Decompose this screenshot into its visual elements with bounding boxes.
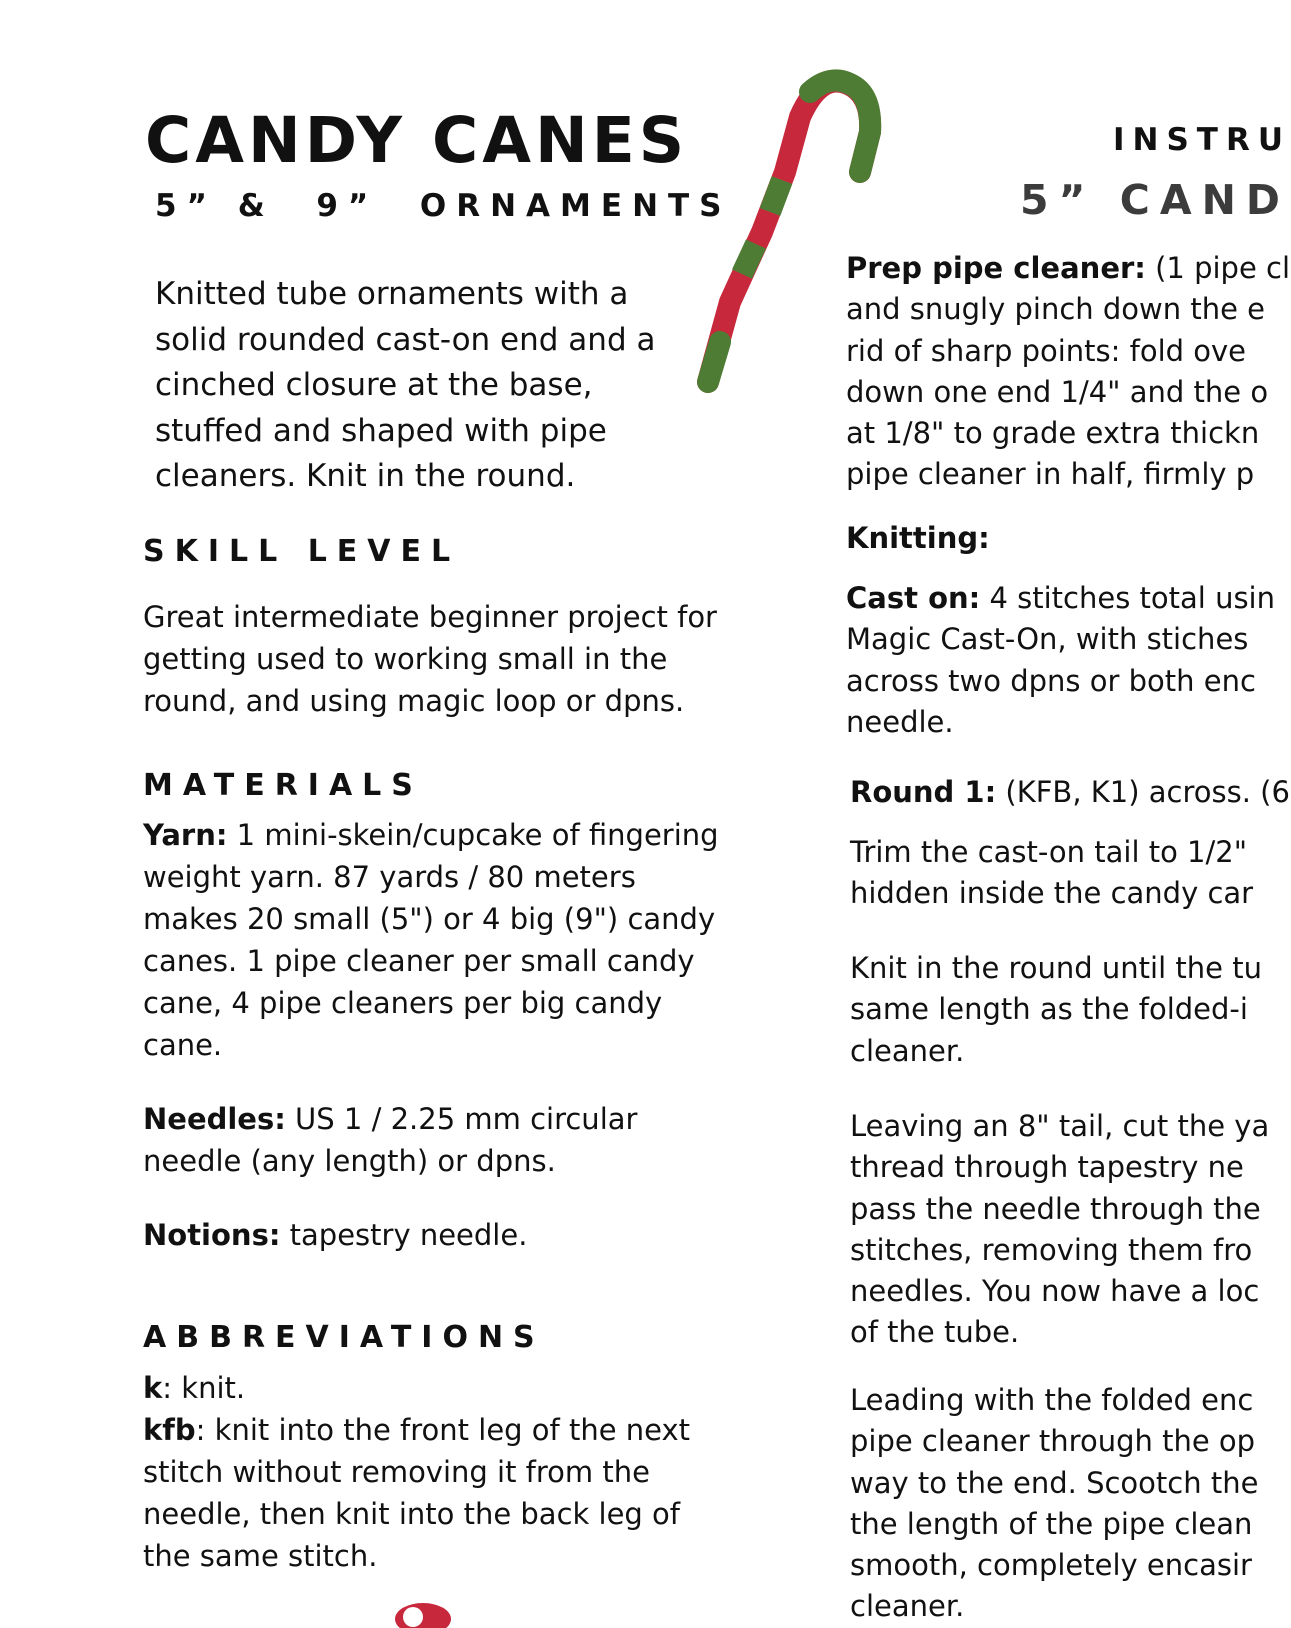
cast-on-label: Cast on: [846,581,981,615]
yarn-label: Yarn: [143,818,228,852]
text-line: 4 stitches total usin [980,581,1275,615]
instructions-heading: INSTRU [1113,122,1291,158]
text-line: cleaner. [850,1033,965,1068]
materials-heading: MATERIALS [143,768,423,803]
prep-paragraph [846,248,1291,496]
abbreviations-heading: ABBREVIATIONS [143,1320,545,1355]
text-line: pipe cleaner in half, firmly p [846,457,1255,492]
text-line: and snugly pinch down the e [846,292,1265,327]
text-line: same length as the folded-i [850,992,1248,1027]
notions-label: Notions: [143,1218,281,1252]
text-line: Leaving an 8" tail, cut the ya [850,1109,1270,1143]
skill-level-heading: SKILL LEVEL [143,534,461,569]
text-line: Magic Cast-On, with stiches [846,622,1249,657]
text-line: pipe cleaner through the op [850,1424,1256,1459]
skill-level-text: Great intermediate beginner project for getting used to working small in the round, and using magic loop or dpns. [143,600,717,718]
text-line: hidden inside the candy car [850,876,1254,911]
text-line: pass the needle through the [850,1191,1261,1226]
text-line: thread through tapestry ne [850,1150,1244,1185]
text-line: of the tube. [850,1315,1020,1350]
round1-paragraph [850,772,1290,813]
notions-text [143,1214,723,1256]
text-line: needles. You now have a loc [850,1274,1260,1309]
needles-text [143,1098,723,1182]
cast-on-paragraph [846,578,1275,743]
abbreviation-item [143,1367,703,1409]
text-line: cleaner. [850,1589,965,1624]
text-line: smooth, completely encasir [850,1548,1252,1583]
text-line: rid of sharp points: fold ove [846,333,1247,368]
trim-paragraph [850,832,1270,915]
page-title: CANDY CANES [145,104,689,177]
needles-desc: US 1 / 2.25 mm circular needle (any length) or dpns. [143,1102,638,1178]
abbr-term: kfb [143,1413,196,1447]
text-line: needle. [846,704,954,739]
text-line: across two dpns or both enc [846,663,1256,698]
text-line: Knit in the round until the tu [850,951,1262,985]
abbr-def: : knit. [162,1371,246,1405]
abbr-term: k [143,1371,163,1405]
text-line: Leading with the folded enc [850,1383,1254,1417]
yarn-text [143,814,723,1066]
text-line: at 1/8" to grade extra thickn [846,416,1260,451]
intro-text: Knitted tube ornaments with a solid rounded cast-on end and a cinched closure at the base, stuffed and shaped with pipe cleaners. Knit in the round. [155,276,656,494]
abbreviation-item [143,1409,703,1577]
abbr-def: : knit into the front leg of the next stitch without removing it from the needle, then knit into the back leg of the same stitch. [143,1413,691,1573]
page-subtitle: 5” & 9” ORNAMENTS [155,188,732,224]
text-line: way to the end. Scootch the [850,1465,1259,1500]
text-line: Trim the cast-on tail to 1/2" [850,835,1248,869]
knitting-label-text: Knitting: [846,521,990,555]
yarn-desc: 1 mini-skein/cupcake of fingering weight yarn. 87 yards / 80 meters makes 20 small (5") or 4 big (9") candy canes. 1 pipe cleaner per small candy cane, 4 pipe cleaners per big candy cane. [143,818,719,1062]
text-line: (1 pipe cl [1145,251,1291,285]
needles-label: Needles: [143,1102,286,1136]
text-line: down one end 1/4" and the o [846,374,1269,409]
text-line: the length of the pipe clean [850,1506,1253,1541]
knit-paragraph [850,948,1270,1072]
text-line: (KFB, K1) across. (6 [996,775,1290,809]
ornament-image [385,1597,455,1622]
prep-label: Prep pipe cleaner: [846,251,1146,285]
knitting-label [846,518,1266,559]
text-line: stitches, removing them fro [850,1232,1253,1267]
round1-label: Round 1: [850,775,997,809]
leaving-paragraph [850,1106,1270,1354]
notions-desc: tapestry needle. [280,1218,528,1252]
section-heading: 5” CAND [1020,176,1290,224]
leading-paragraph [850,1380,1270,1628]
